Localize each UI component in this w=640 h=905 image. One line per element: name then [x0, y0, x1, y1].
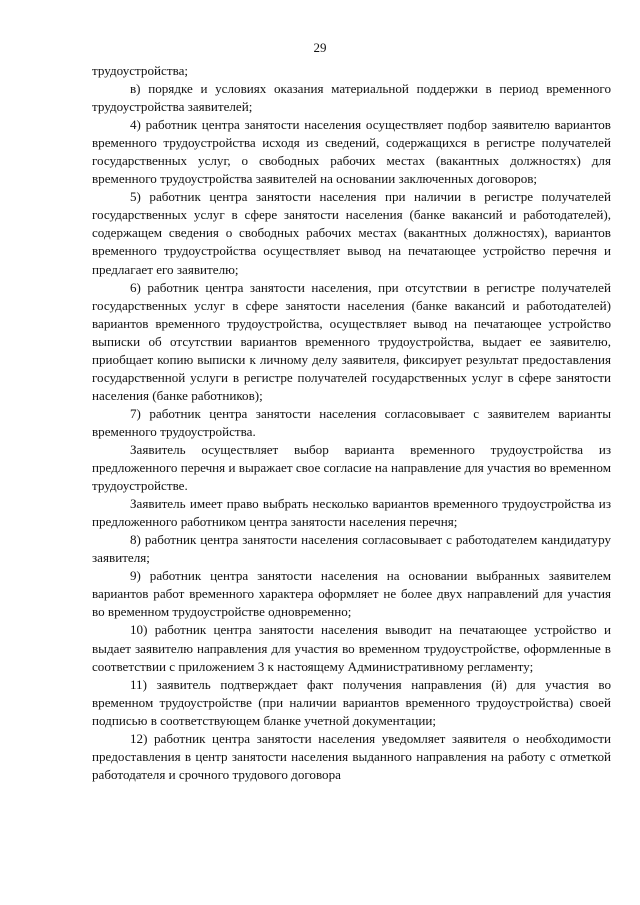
page-number: 29 [313, 40, 327, 55]
paragraph-item-5: 5) работник центра занятости населения при наличии в регистре получателей государственных услуг в сфере занятости населения (банке вакансий и работодателей), содержащем сведения о свободных рабочих местах (вакантных должностях), вариантов временного трудоустройства осуществляет вывод на печатающее устройство перечня и предлагает его заявителю; [92, 189, 611, 277]
paragraph-continuation: трудоустройства; [92, 63, 189, 78]
paragraph-item-6: 6) работник центра занятости населения, при отсутствии в регистре получателей государственных услуг в сфере занятости населения (банке вакансий и работодателей) вариантов временного трудоустройства, осуществляет вывод на печатающее устройство выписки об отсутствии вариантов временного трудоустройства, выдает ее заявителю, приобщает копию выписки к личному делу заявителя, фиксирует результат предоставления государственной услуги в регистре получателей государственных услуг в сфере занятости населения (банке работников); [92, 279, 611, 403]
paragraph-item-9: 9) работник центра занятости населения на основании выбранных заявителем вариантов работ временного характера оформляет не более двух направлений для участия во временном трудоустройстве одновременно; [92, 568, 611, 620]
paragraph-item-8: 8) работник центра занятости населения согласовывает с работодателем кандидатуру заявителя; [92, 532, 611, 566]
document-body [92, 62, 611, 784]
paragraph-item-10: 10) работник центра занятости населения выводит на печатающее устройство и выдает заявителю направления для участия во временном трудоустройстве, оформленные в соответствии с приложением 3 к настоящему Административному регламенту; [92, 622, 611, 674]
paragraph-item-7: 7) работник центра занятости населения согласовывает с заявителем варианты временного трудоустройства. [92, 405, 611, 439]
paragraph-item-11: 11) заявитель подтверждает факт получения направления (й) для участия во временном трудоустройстве (при наличии вариантов временного трудоустройства) своей подписью в соответствующем бланке учетной документации; [92, 676, 611, 728]
paragraph-item-12: 12) работник центра занятости населения уведомляет заявителя о необходимости предоставления в центр занятости населения выданного направления на работу с отметкой работодателя и срочного трудового договора [92, 730, 611, 782]
paragraph-choice: Заявитель осуществляет выбор варианта временного трудоустройства из предложенного перечня и выражает свое согласие на направление для участия во временном трудоустройстве. [92, 441, 611, 494]
paragraph-right: Заявитель имеет право выбрать несколько вариантов временного трудоустройства из предложенного работником центра занятости населения перечня; [92, 496, 611, 530]
paragraph-item-4: 4) работник центра занятости населения осуществляет подбор заявителю вариантов временного трудоустройства исходя из сведений, содержащихся в регистре получателей государственных услуг, о свободных рабочих местах (вакантных должностях) для временного трудоустройства заявителей на основании заключенных договоров; [92, 117, 611, 187]
paragraph-item-v: в) порядке и условиях оказания материальной поддержки в период временного трудоустройства заявителей; [92, 81, 611, 115]
